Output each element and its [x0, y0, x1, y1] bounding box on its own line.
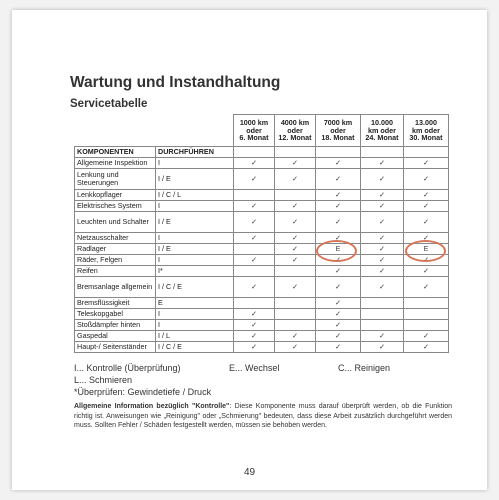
interval-mark-cell: ✓: [316, 320, 361, 331]
section-subtitle: Servicetabelle: [70, 98, 148, 110]
highlight-circle: [405, 240, 446, 262]
interval-mark-cell: [404, 298, 449, 309]
action-cell: E: [156, 298, 234, 309]
component-cell: Lenkkopflager: [75, 190, 156, 201]
interval-mark-cell: ✓: [404, 212, 449, 233]
component-cell: Bremsflüssigkeit: [75, 298, 156, 309]
interval-mark-cell: ✓: [234, 233, 275, 244]
interval-mark-cell: ✓: [404, 201, 449, 212]
interval-mark-cell: ✓: [316, 298, 361, 309]
interval-mark-cell: [234, 266, 275, 277]
component-cell: Leuchten und Schalter: [75, 212, 156, 233]
component-cell: Stoßdämpfer hinten: [75, 320, 156, 331]
interval-mark-cell: ✓: [275, 212, 316, 233]
interval-mark-cell: ✓: [234, 158, 275, 169]
col-komponenten-header: KOMPONENTEN: [75, 147, 156, 158]
legend-ueberpruefen: *Überprüfen: Gewindetiefe / Druck: [74, 387, 212, 397]
legend: [74, 362, 390, 398]
period-header: 1000 km oder 6. Monat: [234, 115, 275, 147]
interval-mark-cell: ✓: [275, 169, 316, 190]
table-row: [75, 277, 449, 298]
note-text: : Diese Komponente muss darauf überprüft werden, ob die Funktion richtig ist. Anweisungen wie „Reinigung" oder „Schmierung" bedeuten, dass diese Arbeit zusätzlich durchgeführt werden muss. Sollten Fehler / Schäden festgestellt werden, müssen sie behoben werden.: [74, 403, 452, 430]
interval-mark-cell: ✓: [404, 342, 449, 353]
action-cell: I / E: [156, 169, 234, 190]
legend-wechsel: E... Wechsel: [229, 363, 280, 373]
interval-mark-cell: ✓: [361, 244, 404, 255]
interval-mark-cell: [361, 309, 404, 320]
interval-mark-cell: [234, 190, 275, 201]
interval-mark-cell: ✓: [275, 201, 316, 212]
component-cell: Radlager: [75, 244, 156, 255]
action-cell: I: [156, 255, 234, 266]
legend-reinigen: C... Reinigen: [338, 363, 391, 373]
general-info-note: [74, 402, 452, 431]
table-row: [75, 342, 449, 353]
action-cell: I: [156, 320, 234, 331]
action-cell: I / C / E: [156, 342, 234, 353]
interval-mark-cell: ✓: [234, 212, 275, 233]
table-row: [75, 233, 449, 244]
legend-schmieren: L... Schmieren: [74, 375, 133, 385]
table-row: [75, 169, 449, 190]
interval-mark-cell: ✓: [316, 190, 361, 201]
interval-mark-cell: ✓: [234, 331, 275, 342]
interval-mark-cell: ✓: [316, 169, 361, 190]
interval-mark-cell: ✓: [404, 158, 449, 169]
interval-mark-cell: ✓: [361, 169, 404, 190]
component-cell: Lenkung und Steuerungen: [75, 169, 156, 190]
period-header: 7000 km oder 18. Monat: [316, 115, 361, 147]
column-header-row: [75, 147, 449, 158]
interval-mark-cell: ✓: [316, 266, 361, 277]
interval-mark-cell: ✓: [361, 277, 404, 298]
table-row: [75, 331, 449, 342]
component-cell: Bremsanlage allgemein: [75, 277, 156, 298]
interval-mark-cell: [404, 320, 449, 331]
component-cell: Räder, Felgen: [75, 255, 156, 266]
interval-mark-cell: ✓: [316, 158, 361, 169]
interval-mark-cell: ✓: [361, 190, 404, 201]
interval-mark-cell: ✓: [275, 255, 316, 266]
interval-mark-cell: ✓: [316, 212, 361, 233]
interval-mark-cell: ✓: [361, 266, 404, 277]
interval-mark-cell: ✓: [234, 342, 275, 353]
interval-mark-cell: ✓: [234, 320, 275, 331]
action-cell: I: [156, 309, 234, 320]
interval-mark-cell: ✓: [316, 331, 361, 342]
interval-mark-cell: ✓: [316, 255, 361, 266]
interval-mark-cell: ✓: [404, 331, 449, 342]
table-row: [75, 298, 449, 309]
manual-page: [12, 10, 487, 490]
interval-mark-cell: ✓: [361, 255, 404, 266]
interval-mark-cell: ✓: [275, 342, 316, 353]
table-row: [75, 309, 449, 320]
col-durchfuehren-header: DURCHFÜHREN: [156, 147, 234, 158]
interval-mark-cell: E: [316, 244, 361, 255]
interval-mark-cell: ✓: [234, 201, 275, 212]
interval-mark-cell: [275, 309, 316, 320]
interval-mark-cell: ✓: [404, 255, 449, 266]
interval-mark-cell: ✓: [234, 277, 275, 298]
interval-mark-cell: ✓: [234, 169, 275, 190]
note-label: Allgemeine Information bezüglich "Kontrolle": [74, 403, 230, 410]
component-cell: Elektrisches System: [75, 201, 156, 212]
component-cell: Allgemeine Inspektion: [75, 158, 156, 169]
interval-mark-cell: ✓: [361, 212, 404, 233]
interval-mark-cell: [234, 244, 275, 255]
period-header: 4000 km oder 12. Monat: [275, 115, 316, 147]
page-number: 49: [243, 467, 256, 478]
table-row: [75, 201, 449, 212]
component-cell: Reifen: [75, 266, 156, 277]
interval-mark-cell: ✓: [361, 201, 404, 212]
interval-mark-cell: ✓: [316, 201, 361, 212]
interval-mark-cell: ✓: [275, 233, 316, 244]
interval-mark-cell: ✓: [361, 158, 404, 169]
period-header: 13.000 km oder 30. Monat: [404, 115, 449, 147]
action-cell: I*: [156, 266, 234, 277]
header-blank-cell: [75, 115, 234, 147]
interval-mark-cell: [404, 309, 449, 320]
interval-mark-cell: ✓: [361, 342, 404, 353]
interval-mark-cell: ✓: [404, 233, 449, 244]
interval-mark-cell: ✓: [234, 255, 275, 266]
page-title: Wartung und Instandhaltung: [70, 74, 281, 91]
service-table-body: [75, 158, 449, 353]
action-cell: I / C / E: [156, 277, 234, 298]
interval-mark-cell: ✓: [316, 233, 361, 244]
interval-mark-cell: ✓: [234, 309, 275, 320]
interval-mark-cell: ✓: [404, 190, 449, 201]
period-header: 10.000 km oder 24. Monat: [361, 115, 404, 147]
component-cell: Gaspedal: [75, 331, 156, 342]
interval-mark-cell: ✓: [316, 342, 361, 353]
interval-mark-cell: [361, 298, 404, 309]
action-cell: I: [156, 201, 234, 212]
interval-mark-cell: E: [404, 244, 449, 255]
interval-mark-cell: [234, 298, 275, 309]
interval-mark-cell: ✓: [275, 244, 316, 255]
interval-mark-cell: ✓: [361, 331, 404, 342]
table-row: [75, 158, 449, 169]
highlight-circle: [316, 240, 357, 262]
interval-mark-cell: ✓: [275, 277, 316, 298]
component-cell: Teleskopgabel: [75, 309, 156, 320]
interval-mark-cell: ✓: [316, 277, 361, 298]
action-cell: I / E: [156, 244, 234, 255]
action-cell: I / E: [156, 212, 234, 233]
table-row: [75, 266, 449, 277]
interval-mark-cell: [275, 320, 316, 331]
table-row: [75, 244, 449, 255]
interval-mark-cell: ✓: [316, 309, 361, 320]
interval-mark-cell: [275, 190, 316, 201]
table-row: [75, 190, 449, 201]
table-row: [75, 212, 449, 233]
action-cell: I / L: [156, 331, 234, 342]
interval-mark-cell: [361, 320, 404, 331]
legend-kontrolle: I... Kontrolle (Überprüfung): [74, 363, 181, 373]
table-row: [75, 255, 449, 266]
interval-mark-cell: ✓: [404, 169, 449, 190]
component-cell: Netzausschalter: [75, 233, 156, 244]
table-row: [75, 320, 449, 331]
interval-mark-cell: ✓: [275, 331, 316, 342]
action-cell: I: [156, 158, 234, 169]
component-cell: Haupt-/ Seitenständer: [75, 342, 156, 353]
interval-mark-cell: ✓: [404, 277, 449, 298]
action-cell: I / C / L: [156, 190, 234, 201]
interval-mark-cell: ✓: [275, 158, 316, 169]
interval-mark-cell: ✓: [404, 266, 449, 277]
service-table: [74, 114, 449, 353]
interval-mark-cell: [275, 298, 316, 309]
interval-mark-cell: ✓: [361, 233, 404, 244]
period-header-row: [75, 115, 449, 147]
action-cell: I: [156, 233, 234, 244]
interval-mark-cell: [275, 266, 316, 277]
